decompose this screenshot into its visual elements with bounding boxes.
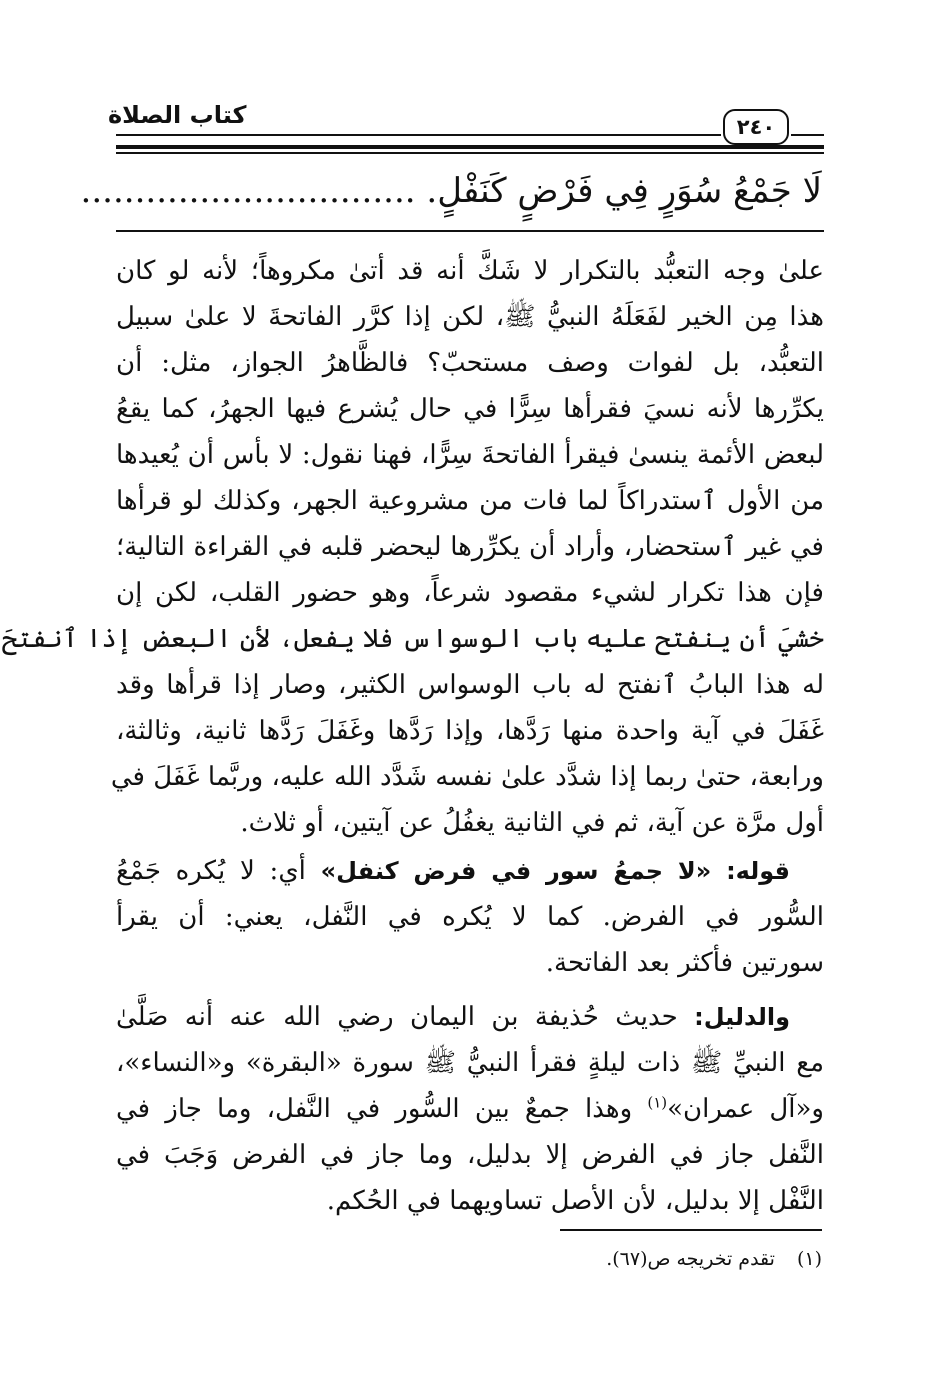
text-line: هذا مِن الخير لفَعَلَهُ النبيُّ ﷺ، لكن إذا كرَّر الفاتحةَ لا علىٰ سبيل: [116, 302, 824, 332]
footnote-reference[interactable]: (١): [647, 1093, 668, 1112]
commentary-paragraph-1: [1, 248, 824, 846]
footnote-separator: [560, 1229, 822, 1231]
text-line: [116, 994, 824, 1040]
text-line: مع النبيِّ ﷺ ذات ليلةٍ فقرأ النبيُّ ﷺ سورة «البقرة» و«النساء»،: [116, 1048, 824, 1078]
text-line: علىٰ وجه التعبُّد بالتكرار لا شَكَّ أنه قد أتىٰ مكروهاً؛ لأنه لو كان: [116, 256, 824, 286]
commentary-paragraph-2: [116, 848, 824, 986]
text-run: و«آل عمران»: [667, 1094, 824, 1124]
text-line: لبعض الأئمة ينسىٰ فيقرأ الفاتحةَ سِرًّا، فهنا نقول: لا بأس أن يُعيدها: [116, 440, 824, 470]
text-line: [116, 848, 824, 894]
text-line: في غير ٱستحضار، وأراد أن يكرِّرها ليحضر قلبه في القراءة التالية؛: [116, 532, 824, 562]
page-number: ٢٤٠: [723, 109, 789, 145]
footnote-text: تقدم تخريجه ص(٦٧).: [606, 1248, 775, 1270]
text-run: حديث حُذيفة بن اليمان رضي الله عنه أنه صَلَّىٰ: [116, 1002, 695, 1032]
text-line: من الأول ٱستدراكاً لما فات من مشروعية الجهر، وكذلك لو قرأها: [116, 486, 824, 516]
matn-quote: «لا جمعُ سور في فرض كنفل»: [320, 857, 712, 885]
matn-rule: [116, 230, 824, 232]
text-line: النَّفْل إلا بدليل، لأن الأصل تساويهما في الحُكم.: [326, 1186, 824, 1216]
evidence-label: والدليل:: [694, 1003, 790, 1031]
footnote-number: (١): [796, 1248, 822, 1270]
running-header-book-title: كتاب الصلاة: [108, 101, 247, 129]
header-rule-right: [791, 134, 824, 136]
text-line: فإن هذا تكرار لشيء مقصود شرعاً، وهو حضور القلب، لكن إن: [116, 578, 824, 608]
text-line: غَفَلَ في آية واحدة منها رَدَّها، وإذا رَدَّها وغَفَلَ رَدَّها ثانية، وثالثة،: [116, 716, 824, 746]
text-line: التعبُّد، بل لفوات وصف مستحبّ؟ فالظَّاهرُ الجواز، مثل: أن: [116, 348, 824, 378]
header-double-rule-thin: [116, 152, 824, 154]
commentary-paragraph-3: [116, 994, 824, 1224]
text-line: النَّفل جاز في الفرض إلا بدليل، وما جاز في الفرض وَجَبَ في: [116, 1140, 824, 1170]
text-line: [116, 1086, 824, 1132]
text-line: سورتين فأكثر بعد الفاتحة.: [545, 948, 824, 978]
header-double-rule: [116, 145, 824, 149]
footnote: [122, 1244, 822, 1274]
text-run: أي: لا يُكره جَمْعُ: [116, 856, 321, 886]
text-line: خشيَ أن ينفتح عليه باب الوسواس فلا يفعل، لأن البعض إذا ٱنفتحَ: [1, 624, 824, 654]
text-line: السُّور في الفرض. كما لا يُكره في النَّفل، يعني: أن يقرأ: [116, 902, 824, 932]
text-line: يكرِّرها لأنه نسيَ فقرأها سِرًّا في حال يُشرع فيها الجهرُ، كما يقعُ: [116, 394, 824, 424]
text-run: وهذا جمعٌ بين السُّور في النَّفل، وما جاز في: [116, 1094, 648, 1124]
text-line: ورابعة، حتىٰ ربما إذا شدَّد علىٰ نفسه شَدَّد الله عليه، وربَّما غَفَلَ في: [110, 762, 824, 792]
matn-heading: [80, 164, 822, 218]
header-rule-left: [116, 134, 721, 136]
text-line: أول مرَّة عن آية، ثم في الثانية يغفُلُ عن آيتين، أو ثلاث.: [240, 808, 824, 838]
qawluhu-label: قوله:: [726, 857, 790, 885]
text-line: له هذا البابُ ٱنفتح له باب الوسواس الكثير، وصار إذا قرأها وقد: [116, 670, 824, 700]
matn-dots: ...............................: [80, 171, 416, 211]
matn-text: لَا جَمْعُ سُوَرٍ فِي فَرْضٍ كَنَفْلٍ.: [426, 171, 822, 211]
